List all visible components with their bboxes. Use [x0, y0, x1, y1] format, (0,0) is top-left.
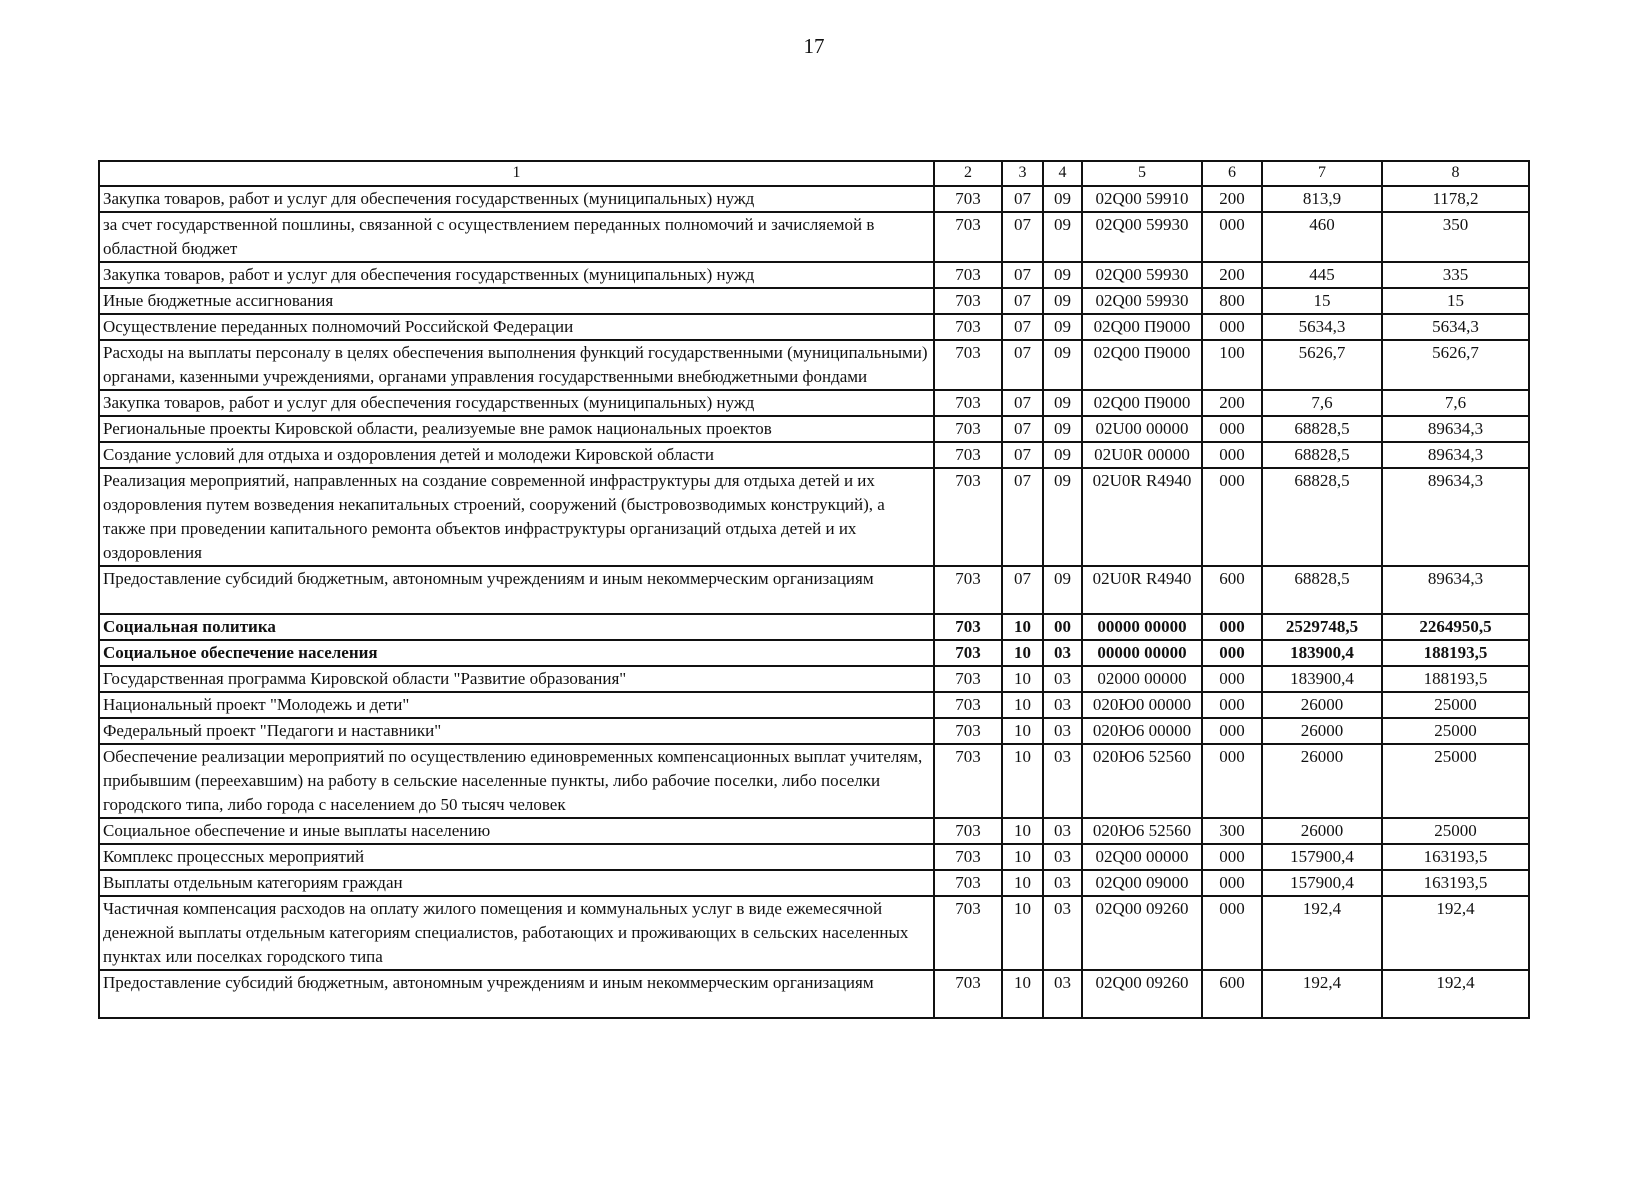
row-section-cell: 07	[1002, 468, 1043, 566]
row-amount-year2-cell: 188193,5	[1382, 666, 1529, 692]
row-name-cell: Расходы на выплаты персоналу в целях обеспечения выполнения функций государственными (муниципальными) органами, казенными учреждениями, органами управления государственными внебюджетными фондами	[99, 340, 934, 390]
row-subsection-cell: 09	[1043, 566, 1082, 614]
row-subsection-cell: 09	[1043, 262, 1082, 288]
row-target-article-cell: 020Ю6 00000	[1082, 718, 1202, 744]
row-amount-year2-cell: 25000	[1382, 718, 1529, 744]
row-section-cell: 07	[1002, 186, 1043, 212]
row-section-cell: 07	[1002, 212, 1043, 262]
row-subsection-cell: 00	[1043, 614, 1082, 640]
row-expense-type-cell: 200	[1202, 186, 1262, 212]
row-name-cell: Комплекс процессных мероприятий	[99, 844, 934, 870]
row-amount-year1-cell: 68828,5	[1262, 468, 1382, 566]
row-section-cell: 07	[1002, 314, 1043, 340]
row-expense-type-cell: 300	[1202, 818, 1262, 844]
row-name-cell: Обеспечение реализации мероприятий по осуществлению единовременных компенсационных выплат учителям, прибывшим (переехавшим) на работу в сельские населенные пункты, либо рабочие поселки, либо поселки городского типа, либо города с населением до 50 тысяч человек	[99, 744, 934, 818]
row-target-article-cell: 020Ю0 00000	[1082, 692, 1202, 718]
row-target-article-cell: 00000 00000	[1082, 614, 1202, 640]
row-subsection-cell: 09	[1043, 442, 1082, 468]
row-expense-type-cell: 000	[1202, 442, 1262, 468]
row-expense-type-cell: 200	[1202, 262, 1262, 288]
row-expense-type-cell: 000	[1202, 718, 1262, 744]
row-subsection-cell: 03	[1043, 970, 1082, 1018]
row-name-cell: Предоставление субсидий бюджетным, автономным учреждениям и иным некоммерческим организациям	[99, 970, 934, 1018]
row-target-article-cell: 020Ю6 52560	[1082, 818, 1202, 844]
table-row	[99, 614, 1529, 640]
row-section-cell: 10	[1002, 844, 1043, 870]
row-expense-type-cell: 800	[1202, 288, 1262, 314]
row-section-cell: 10	[1002, 692, 1043, 718]
row-target-article-cell: 02Q00 09260	[1082, 896, 1202, 970]
row-amount-year1-cell: 183900,4	[1262, 666, 1382, 692]
row-admin-code-cell: 703	[934, 212, 1002, 262]
header-cell: 2	[934, 161, 1002, 186]
row-amount-year2-cell: 163193,5	[1382, 844, 1529, 870]
row-section-cell: 10	[1002, 666, 1043, 692]
row-section-cell: 07	[1002, 442, 1043, 468]
row-admin-code-cell: 703	[934, 442, 1002, 468]
row-admin-code-cell: 703	[934, 614, 1002, 640]
table-row	[99, 340, 1529, 390]
row-subsection-cell: 03	[1043, 844, 1082, 870]
row-name-cell: Осуществление переданных полномочий Российской Федерации	[99, 314, 934, 340]
row-expense-type-cell: 600	[1202, 566, 1262, 614]
table-row	[99, 212, 1529, 262]
row-admin-code-cell: 703	[934, 340, 1002, 390]
row-subsection-cell: 09	[1043, 186, 1082, 212]
row-subsection-cell: 03	[1043, 718, 1082, 744]
row-amount-year1-cell: 26000	[1262, 818, 1382, 844]
row-amount-year2-cell: 89634,3	[1382, 566, 1529, 614]
row-name-cell: Национальный проект "Молодежь и дети"	[99, 692, 934, 718]
row-amount-year2-cell: 89634,3	[1382, 416, 1529, 442]
table-row	[99, 442, 1529, 468]
header-cell: 3	[1002, 161, 1043, 186]
row-section-cell: 07	[1002, 340, 1043, 390]
table-row	[99, 262, 1529, 288]
row-subsection-cell: 09	[1043, 212, 1082, 262]
row-amount-year2-cell: 5634,3	[1382, 314, 1529, 340]
row-subsection-cell: 03	[1043, 744, 1082, 818]
row-name-cell: Социальное обеспечение населения	[99, 640, 934, 666]
row-admin-code-cell: 703	[934, 718, 1002, 744]
row-amount-year2-cell: 15	[1382, 288, 1529, 314]
row-expense-type-cell: 000	[1202, 314, 1262, 340]
row-amount-year1-cell: 26000	[1262, 718, 1382, 744]
table-row	[99, 186, 1529, 212]
table-row	[99, 416, 1529, 442]
row-amount-year1-cell: 192,4	[1262, 970, 1382, 1018]
row-target-article-cell: 02U0R R4940	[1082, 566, 1202, 614]
row-target-article-cell: 020Ю6 52560	[1082, 744, 1202, 818]
row-name-cell: Частичная компенсация расходов на оплату жилого помещения и коммунальных услуг в виде ежемесячной денежной выплаты отдельным категориям специалистов, работающих и проживающих в сельских населенных пунктах или поселках городского типа	[99, 896, 934, 970]
row-amount-year2-cell: 2264950,5	[1382, 614, 1529, 640]
row-admin-code-cell: 703	[934, 744, 1002, 818]
row-subsection-cell: 03	[1043, 870, 1082, 896]
row-amount-year2-cell: 350	[1382, 212, 1529, 262]
row-expense-type-cell: 000	[1202, 870, 1262, 896]
row-amount-year1-cell: 5634,3	[1262, 314, 1382, 340]
table-row	[99, 870, 1529, 896]
row-expense-type-cell: 000	[1202, 666, 1262, 692]
row-amount-year2-cell: 25000	[1382, 744, 1529, 818]
header-cell: 6	[1202, 161, 1262, 186]
row-name-cell: Федеральный проект "Педагоги и наставники"	[99, 718, 934, 744]
row-amount-year1-cell: 26000	[1262, 692, 1382, 718]
row-name-cell: Выплаты отдельным категориям граждан	[99, 870, 934, 896]
row-amount-year1-cell: 7,6	[1262, 390, 1382, 416]
row-admin-code-cell: 703	[934, 288, 1002, 314]
row-subsection-cell: 09	[1043, 416, 1082, 442]
row-name-cell: Социальное обеспечение и иные выплаты населению	[99, 818, 934, 844]
row-target-article-cell: 02Q00 59930	[1082, 288, 1202, 314]
row-section-cell: 10	[1002, 718, 1043, 744]
row-amount-year1-cell: 183900,4	[1262, 640, 1382, 666]
row-expense-type-cell: 000	[1202, 468, 1262, 566]
row-amount-year2-cell: 192,4	[1382, 970, 1529, 1018]
row-section-cell: 07	[1002, 288, 1043, 314]
row-expense-type-cell: 000	[1202, 744, 1262, 818]
row-admin-code-cell: 703	[934, 314, 1002, 340]
row-name-cell: Социальная политика	[99, 614, 934, 640]
row-section-cell: 10	[1002, 640, 1043, 666]
row-target-article-cell: 00000 00000	[1082, 640, 1202, 666]
row-target-article-cell: 02000 00000	[1082, 666, 1202, 692]
row-expense-type-cell: 000	[1202, 896, 1262, 970]
row-amount-year1-cell: 157900,4	[1262, 870, 1382, 896]
row-section-cell: 07	[1002, 416, 1043, 442]
row-amount-year2-cell: 188193,5	[1382, 640, 1529, 666]
row-amount-year1-cell: 26000	[1262, 744, 1382, 818]
header-cell: 5	[1082, 161, 1202, 186]
row-admin-code-cell: 703	[934, 666, 1002, 692]
row-amount-year2-cell: 5626,7	[1382, 340, 1529, 390]
header-cell: 8	[1382, 161, 1529, 186]
table-row	[99, 468, 1529, 566]
row-amount-year1-cell: 5626,7	[1262, 340, 1382, 390]
row-target-article-cell: 02Q00 59910	[1082, 186, 1202, 212]
row-amount-year1-cell: 68828,5	[1262, 566, 1382, 614]
row-admin-code-cell: 703	[934, 640, 1002, 666]
row-expense-type-cell: 000	[1202, 416, 1262, 442]
table-header-row	[99, 161, 1529, 186]
row-target-article-cell: 02Q00 09000	[1082, 870, 1202, 896]
row-amount-year1-cell: 445	[1262, 262, 1382, 288]
row-amount-year1-cell: 68828,5	[1262, 416, 1382, 442]
row-admin-code-cell: 703	[934, 262, 1002, 288]
row-target-article-cell: 02Q00 00000	[1082, 844, 1202, 870]
row-amount-year2-cell: 192,4	[1382, 896, 1529, 970]
row-amount-year2-cell: 163193,5	[1382, 870, 1529, 896]
row-subsection-cell: 09	[1043, 288, 1082, 314]
row-target-article-cell: 02U0R 00000	[1082, 442, 1202, 468]
row-subsection-cell: 09	[1043, 340, 1082, 390]
row-section-cell: 10	[1002, 744, 1043, 818]
row-section-cell: 10	[1002, 818, 1043, 844]
table-row	[99, 844, 1529, 870]
table-row	[99, 896, 1529, 970]
row-admin-code-cell: 703	[934, 870, 1002, 896]
row-subsection-cell: 09	[1043, 314, 1082, 340]
row-subsection-cell: 03	[1043, 640, 1082, 666]
row-amount-year1-cell: 157900,4	[1262, 844, 1382, 870]
row-section-cell: 07	[1002, 390, 1043, 416]
row-name-cell: Создание условий для отдыха и оздоровления детей и молодежи Кировской области	[99, 442, 934, 468]
table-row	[99, 314, 1529, 340]
row-subsection-cell: 09	[1043, 468, 1082, 566]
row-name-cell: Закупка товаров, работ и услуг для обеспечения государственных (муниципальных) нужд	[99, 390, 934, 416]
row-amount-year2-cell: 7,6	[1382, 390, 1529, 416]
row-section-cell: 07	[1002, 262, 1043, 288]
row-expense-type-cell: 600	[1202, 970, 1262, 1018]
table-row	[99, 818, 1529, 844]
row-subsection-cell: 03	[1043, 692, 1082, 718]
row-admin-code-cell: 703	[934, 844, 1002, 870]
row-admin-code-cell: 703	[934, 566, 1002, 614]
row-amount-year1-cell: 813,9	[1262, 186, 1382, 212]
table-row	[99, 566, 1529, 614]
table-row	[99, 288, 1529, 314]
row-target-article-cell: 02Q00 П9000	[1082, 340, 1202, 390]
header-cell: 1	[99, 161, 934, 186]
row-target-article-cell: 02Q00 П9000	[1082, 314, 1202, 340]
row-amount-year1-cell: 68828,5	[1262, 442, 1382, 468]
row-section-cell: 10	[1002, 896, 1043, 970]
table-row	[99, 640, 1529, 666]
row-amount-year2-cell: 89634,3	[1382, 442, 1529, 468]
row-amount-year1-cell: 192,4	[1262, 896, 1382, 970]
row-admin-code-cell: 703	[934, 390, 1002, 416]
page-number: 17	[803, 34, 825, 58]
row-admin-code-cell: 703	[934, 692, 1002, 718]
row-amount-year1-cell: 460	[1262, 212, 1382, 262]
row-name-cell: Региональные проекты Кировской области, реализуемые вне рамок национальных проектов	[99, 416, 934, 442]
row-name-cell: Предоставление субсидий бюджетным, автономным учреждениям и иным некоммерческим организациям	[99, 566, 934, 614]
row-expense-type-cell: 000	[1202, 844, 1262, 870]
row-amount-year2-cell: 89634,3	[1382, 468, 1529, 566]
table-row	[99, 692, 1529, 718]
row-amount-year2-cell: 335	[1382, 262, 1529, 288]
row-expense-type-cell: 000	[1202, 692, 1262, 718]
header-cell: 4	[1043, 161, 1082, 186]
row-subsection-cell: 09	[1043, 390, 1082, 416]
row-name-cell: Реализация мероприятий, направленных на создание современной инфраструктуры для отдыха детей и их оздоровления путем возведения некапитальных строений, сооружений (быстровозводимых конструкций), а также при проведении капитального ремонта объектов инфраструктуры организаций отдыха детей и их оздоровления	[99, 468, 934, 566]
table-row	[99, 970, 1529, 1018]
row-admin-code-cell: 703	[934, 970, 1002, 1018]
row-amount-year2-cell: 25000	[1382, 692, 1529, 718]
row-subsection-cell: 03	[1043, 666, 1082, 692]
row-subsection-cell: 03	[1043, 896, 1082, 970]
row-amount-year2-cell: 1178,2	[1382, 186, 1529, 212]
table-row	[99, 744, 1529, 818]
table-row	[99, 718, 1529, 744]
row-section-cell: 07	[1002, 566, 1043, 614]
row-name-cell: Государственная программа Кировской области "Развитие образования"	[99, 666, 934, 692]
row-target-article-cell: 02Q00 09260	[1082, 970, 1202, 1018]
row-name-cell: Закупка товаров, работ и услуг для обеспечения государственных (муниципальных) нужд	[99, 262, 934, 288]
row-admin-code-cell: 703	[934, 186, 1002, 212]
row-target-article-cell: 02Q00 59930	[1082, 212, 1202, 262]
row-name-cell: Иные бюджетные ассигнования	[99, 288, 934, 314]
row-expense-type-cell: 000	[1202, 640, 1262, 666]
row-amount-year2-cell: 25000	[1382, 818, 1529, 844]
row-amount-year1-cell: 2529748,5	[1262, 614, 1382, 640]
row-target-article-cell: 02U00 00000	[1082, 416, 1202, 442]
row-admin-code-cell: 703	[934, 896, 1002, 970]
row-name-cell: Закупка товаров, работ и услуг для обеспечения государственных (муниципальных) нужд	[99, 186, 934, 212]
budget-table	[98, 160, 1530, 1019]
row-target-article-cell: 02Q00 59930	[1082, 262, 1202, 288]
row-admin-code-cell: 703	[934, 468, 1002, 566]
row-expense-type-cell: 100	[1202, 340, 1262, 390]
row-target-article-cell: 02Q00 П9000	[1082, 390, 1202, 416]
table-row	[99, 390, 1529, 416]
row-section-cell: 10	[1002, 614, 1043, 640]
row-target-article-cell: 02U0R R4940	[1082, 468, 1202, 566]
table-row	[99, 666, 1529, 692]
row-expense-type-cell: 000	[1202, 614, 1262, 640]
row-section-cell: 10	[1002, 870, 1043, 896]
row-expense-type-cell: 000	[1202, 212, 1262, 262]
row-expense-type-cell: 200	[1202, 390, 1262, 416]
row-name-cell: за счет государственной пошлины, связанной с осуществлением переданных полномочий и зачисляемой в областной бюджет	[99, 212, 934, 262]
row-section-cell: 10	[1002, 970, 1043, 1018]
row-admin-code-cell: 703	[934, 416, 1002, 442]
row-subsection-cell: 03	[1043, 818, 1082, 844]
header-cell: 7	[1262, 161, 1382, 186]
row-amount-year1-cell: 15	[1262, 288, 1382, 314]
row-admin-code-cell: 703	[934, 818, 1002, 844]
